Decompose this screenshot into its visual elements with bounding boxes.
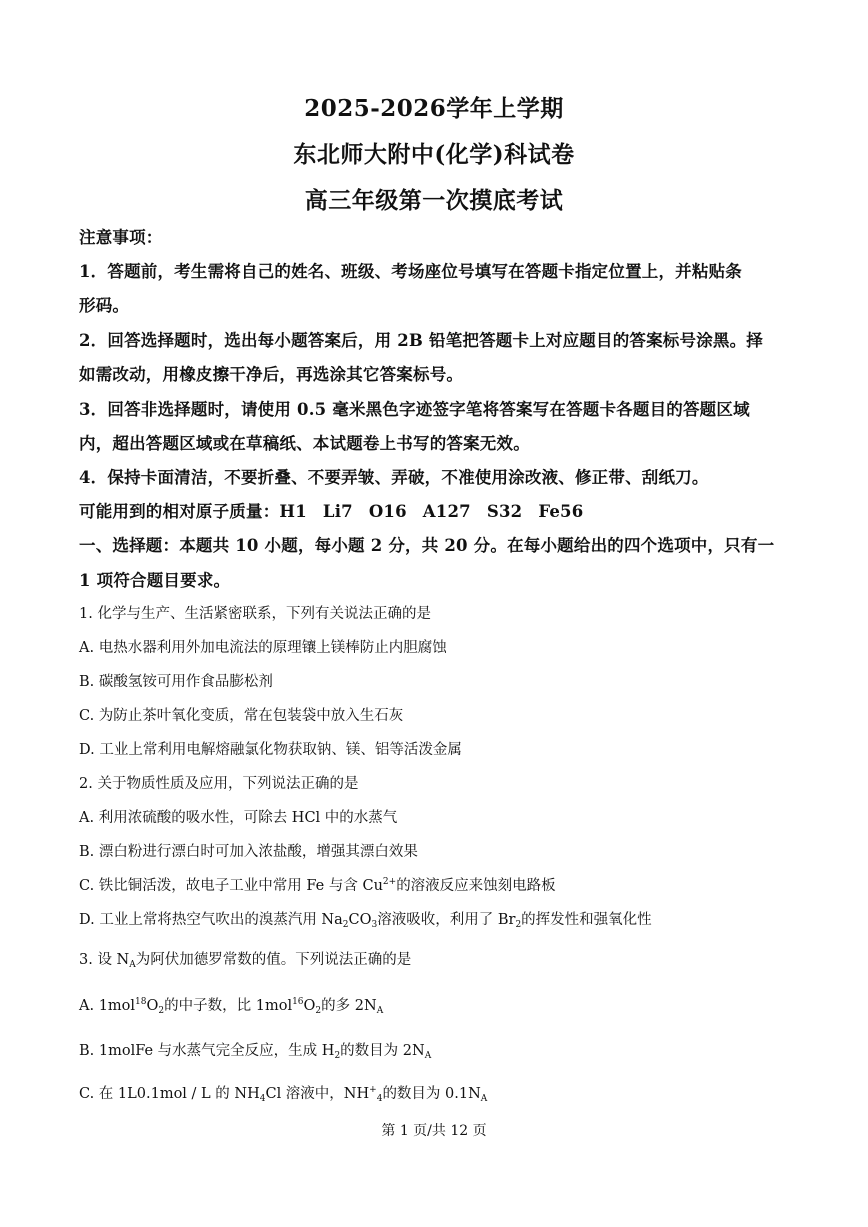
q3-stem-text-1: 3. 设 N	[79, 952, 130, 968]
q3-a-text-3: 的多 2N	[321, 998, 377, 1014]
q3-b-text-2: 的数目为 2N	[340, 1043, 425, 1059]
note-1-line-1: 1．答题前，考生需将自己的姓名、班级、考场座位号填写在答题卡指定位置上，并粘贴条	[79, 262, 742, 281]
q3-a-sub-1: 2	[158, 1006, 165, 1016]
exam-name-title: 高三年级第一次摸底考试	[304, 187, 564, 214]
q3-c-sub-1: 4	[259, 1094, 266, 1104]
atomic-mass-h: H1	[279, 502, 307, 521]
q3-a-o-2: O	[303, 998, 316, 1014]
q3-c-sub-3: A	[480, 1094, 488, 1104]
q2-c-text-2: 的溶液反应来蚀刻电路板	[396, 878, 556, 894]
q3-option-a	[79, 994, 383, 1016]
q2-d-text-1: D. 工业上常将热空气吹出的溴蒸汽用 Na	[79, 912, 343, 928]
q3-a-o-1: O	[146, 998, 159, 1014]
q1-option-a: A. 电热水器利用外加电流法的原理镶上镁棒防止内胆腐蚀	[79, 640, 447, 656]
q2-d-text-2: CO	[348, 912, 372, 928]
atomic-mass-fe: Fe56	[538, 502, 584, 521]
atomic-mass-label: 可能用到的相对原子质量：	[79, 502, 280, 521]
exam-school-title: 东北师大附中(化学)科试卷	[293, 141, 575, 168]
section-1-heading-line-2: 1 项符合题目要求。	[79, 571, 231, 590]
q3-c-sub-2: 4	[376, 1094, 383, 1104]
q3-a-mass-16: 16	[292, 997, 304, 1007]
q3-c-text-2: Cl 溶液中，NH	[265, 1086, 370, 1102]
q3-c-charge: +	[369, 1085, 377, 1095]
q2-d-text-4: 的挥发性和强氧化性	[521, 912, 652, 928]
atomic-mass-o: O16	[368, 502, 407, 521]
q1-option-c: C. 为防止茶叶氧化变质，常在包装袋中放入生石灰	[79, 708, 404, 724]
q3-b-sub-1: 2	[334, 1051, 341, 1061]
exam-term-title: 2025-2026学年上学期	[304, 95, 564, 122]
q3-a-text-2: 的中子数，比 1mol	[164, 998, 293, 1014]
q2-option-c	[79, 874, 556, 895]
q3-a-sub-3: A	[376, 1006, 384, 1016]
q3-option-b	[79, 1039, 431, 1061]
page-number-footer: 第 1 页/共 12 页	[381, 1123, 487, 1139]
atomic-mass-al: A127	[422, 502, 471, 521]
q2-d-text-3: 溶液吸收，利用了 Br	[377, 912, 516, 928]
q2-d-sub-1: 2	[342, 920, 349, 930]
q2-d-sub-3: 2	[515, 920, 522, 930]
q2-option-d	[79, 908, 652, 930]
note-2-line-2: 如需改动，用橡皮擦干净后，再选涂其它答案标号。	[79, 365, 464, 384]
q3-a-sub-2: 2	[315, 1006, 322, 1016]
atomic-mass-line	[79, 498, 583, 522]
notes-heading: 注意事项：	[79, 228, 163, 247]
q3-stem-text-2: 为阿伏加德罗常数的值。下列说法正确的是	[135, 952, 412, 968]
q2-c-text-1: C. 铁比铜活泼，故电子工业中常用 Fe 与含 Cu	[79, 878, 383, 894]
section-1-heading-line-1: 一、选择题：本题共 10 小题，每小题 2 分，共 20 分。在每小题给出的四个选项中，只有一	[79, 536, 775, 555]
q2-option-b: B. 漂白粉进行漂白时可加入浓盐酸，增强其漂白效果	[79, 844, 418, 860]
q3-c-text-1: C. 在 1L0.1mol / L 的 NH	[79, 1086, 260, 1102]
q3-a-mass-18: 18	[135, 997, 147, 1007]
q3-c-text-3: 的数目为 0.1N	[382, 1086, 481, 1102]
note-2-line-1: 2．回答选择题时，选出每小题答案后，用 2B 铅笔把答题卡上对应题目的答案标号涂黑。择	[79, 331, 763, 350]
note-3-line-2: 内，超出答题区域或在草稿纸、本试题卷上书写的答案无效。	[79, 434, 530, 453]
q2-option-a: A. 利用浓硫酸的吸水性，可除去 HCl 中的水蒸气	[79, 810, 398, 826]
q3-a-text-1: A. 1mol	[79, 998, 136, 1014]
atomic-mass-s: S32	[486, 502, 523, 521]
q3-b-sub-2: A	[424, 1051, 432, 1061]
q3-stem-sub: A	[129, 960, 136, 970]
atomic-mass-li: Li7	[322, 502, 353, 521]
note-4: 4．保持卡面清洁，不要折叠、不要弄皱、弄破，不准使用涂改液、修正带、刮纸刀。	[79, 468, 709, 487]
q3-option-c	[79, 1082, 487, 1104]
q1-option-d: D. 工业上常利用电解熔融氯化物获取钠、镁、铝等活泼金属	[79, 742, 462, 758]
q3-b-text-1: B. 1molFe 与水蒸气完全反应，生成 H	[79, 1043, 335, 1059]
q1-stem: 1. 化学与生产、生活紧密联系，下列有关说法正确的是	[79, 606, 431, 622]
q1-option-b: B. 碳酸氢铵可用作食品膨松剂	[79, 674, 273, 690]
q2-stem: 2. 关于物质性质及应用，下列说法正确的是	[79, 776, 359, 792]
note-1-line-2: 形码。	[79, 296, 130, 315]
q3-stem	[79, 948, 411, 970]
note-3-line-1: 3．回答非选择题时，请使用 0.5 毫米黑色字迹签字笔将答案写在答题卡各题目的答题区域	[79, 400, 750, 419]
q2-c-charge: 2+	[382, 877, 397, 887]
q2-d-sub-2: 3	[371, 920, 378, 930]
